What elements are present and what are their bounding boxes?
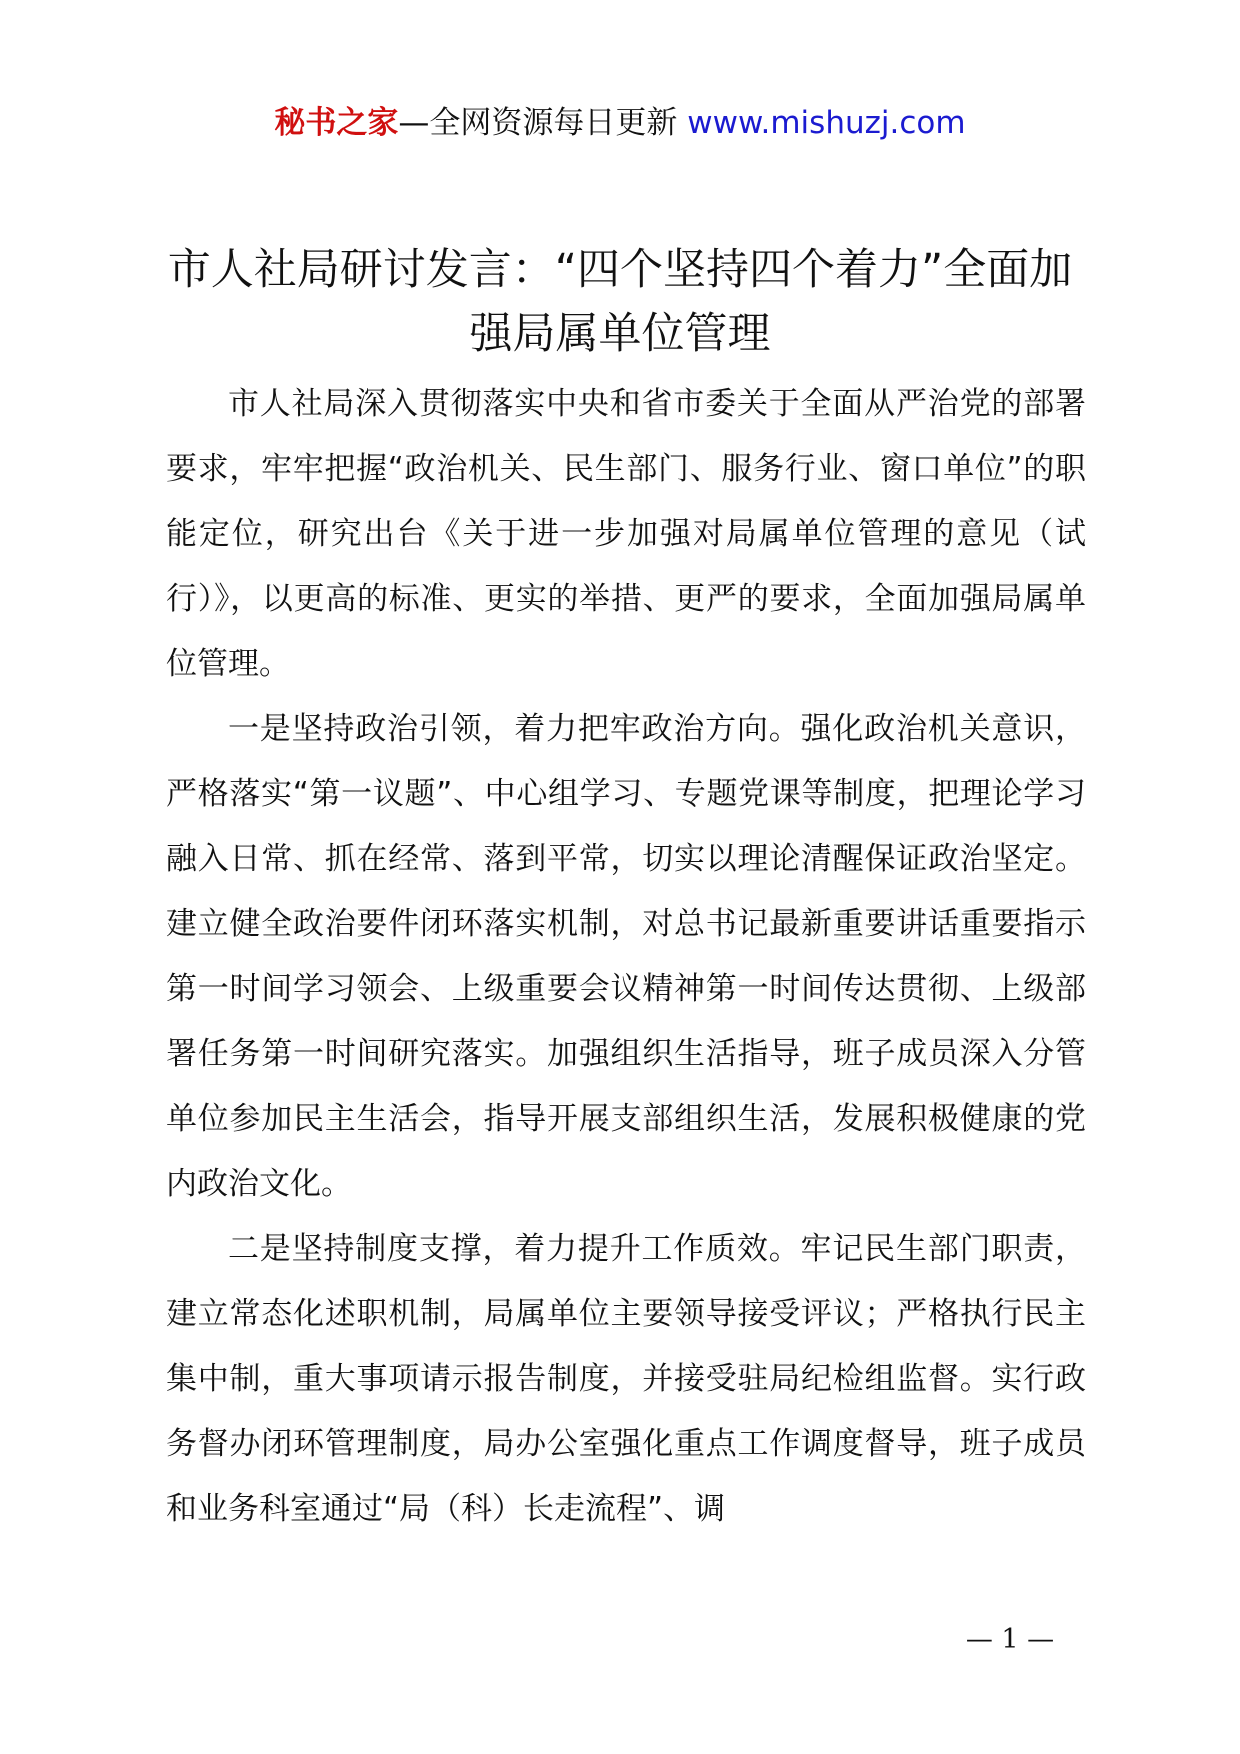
document-body: [166, 372, 1086, 1542]
paragraph-intro: 市人社局深入贯彻落实中央和省市委关于全面从严治党的部署要求，牢牢把握“政治机关、民生部门、服务行业、窗口单位”的职能定位，研究出台《关于进一步加强对局属单位管理的意见（试行）》，以更高的标准、更实的举措、更严的要求，全面加强局属单位管理。: [166, 386, 1086, 682]
page-number: — 1 —: [965, 1624, 1055, 1655]
header-url-link[interactable]: www.mishuzj.com: [687, 105, 966, 141]
document-title: 市人社局研讨发言：“四个坚持四个着力”全面加强局属单位管理: [167, 245, 1073, 359]
paragraph-point-2: 二是坚持制度支撑，着力提升工作质效。牢记民生部门职责，建立常态化述职机制，局属单位主要领导接受评议；严格执行民主集中制，重大事项请示报告制度，并接受驻局纪检组监督。实行政务督办闭环管理制度，局办公室强化重点工作调度督导，班子成员和业务科室通过“局（科）长走流程”、调: [166, 1231, 1086, 1527]
site-header: [0, 103, 1240, 143]
header-brand: 秘书之家: [274, 105, 399, 141]
paragraph-point-1: 一是坚持政治引领，着力把牢政治方向。强化政治机关意识，严格落实“第一议题”、中心组学习、专题党课等制度，把理论学习融入日常、抓在经常、落到平常，切实以理论清醒保证政治坚定。建立健全政治要件闭环落实机制，对总书记最新重要讲话重要指示第一时间学习领会、上级重要会议精神第一时间传达贯彻、上级部署任务第一时间研究落实。加强组织生活指导，班子成员深入分管单位参加民主生活会，指导开展支部组织生活，发展积极健康的党内政治文化。: [166, 711, 1086, 1202]
header-tagline: —全网资源每日更新: [398, 105, 678, 141]
